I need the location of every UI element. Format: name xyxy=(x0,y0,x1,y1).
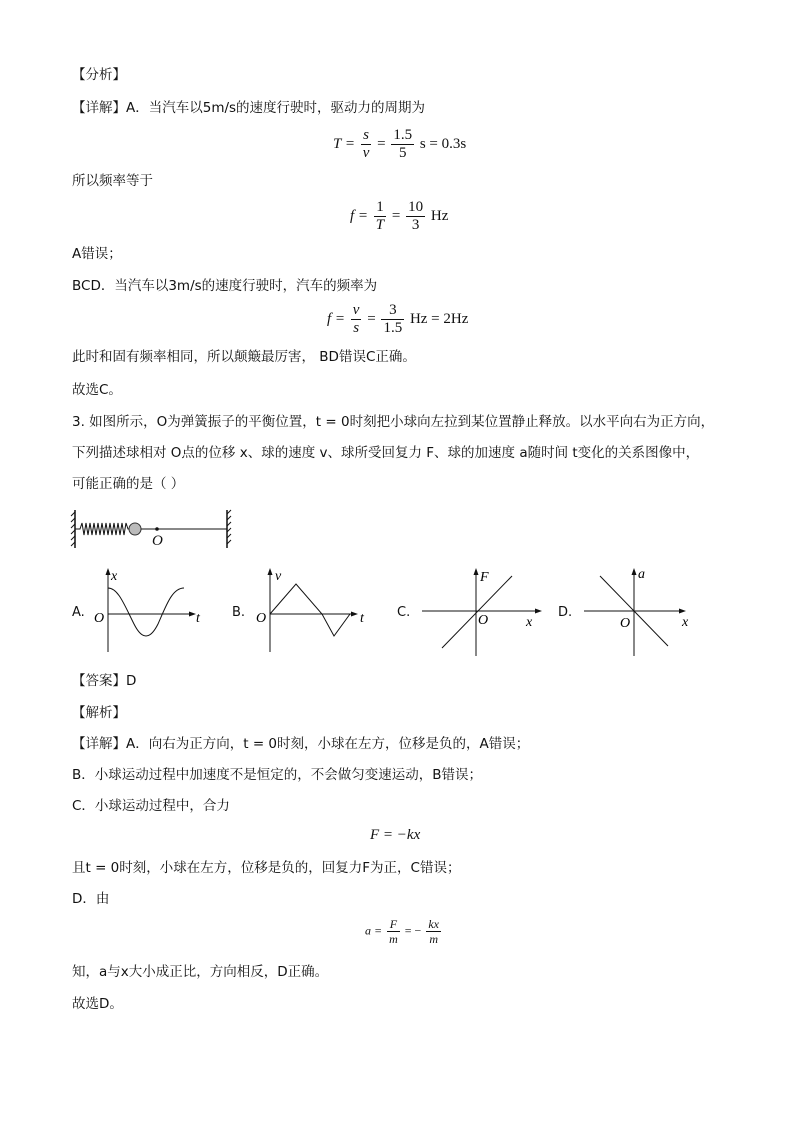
answer-line: 【答案】D xyxy=(72,673,137,689)
detail-2-d: D．由 xyxy=(72,891,110,907)
formula-T-lhs: T = xyxy=(333,135,355,152)
fraction-F-over-m: $\frac{F}{m}$ xyxy=(389,917,398,946)
option-a-graph xyxy=(92,566,212,656)
axis-label-x: x xyxy=(111,569,118,584)
detail-2-d-2: 知，a与x大小成正比，方向相反，D正确。 xyxy=(72,964,329,980)
analysis-2-header: 【解析】 xyxy=(72,705,126,721)
detail-2-b: B．小球运动过程中加速度不是恒定的，不会做匀变速运动，B错误； xyxy=(72,767,483,783)
origin-label: O xyxy=(94,611,105,626)
choose-c-line: 故选C。 xyxy=(72,382,122,398)
detail-2-c-2: 且t = 0时刻，小球在左方，位移是负的，回复力F为正，C错误； xyxy=(72,860,461,876)
option-a-letter: A. xyxy=(72,605,85,620)
fraction-3-over-1.5: $\frac{3}{1.5}$ xyxy=(383,302,403,336)
equilibrium-point xyxy=(155,527,159,531)
fraction-1-over-T: $\frac{1}{T}$ xyxy=(375,199,385,233)
origin-label: O xyxy=(256,611,267,626)
axis-label-v: v xyxy=(275,569,282,584)
fraction-1.5-over-5: $\frac{1.5}{5}$ xyxy=(393,127,413,161)
formula-period: T = $\frac{s}{v}$ = $\frac{1.5}{5}$ s = 0.3s xyxy=(333,127,467,161)
formula-restoring-force: F = −kx xyxy=(370,827,421,843)
origin-label: O xyxy=(620,616,631,631)
origin-label: O xyxy=(478,613,489,628)
axis-label-t: t xyxy=(196,611,200,626)
question-3-line-2: 下列描述球相对 O点的位移 x、球的速度 v、球所受回复力 F、球的加速度 a随时间 t变化的关系图像中， xyxy=(72,445,700,461)
line-positive-slope xyxy=(442,576,512,648)
formula-frequency-2: f = $\frac{v}{s}$ = $\frac{3}{1.5}$ Hz = 2Hz xyxy=(327,302,469,336)
question-3-line-1: 3. 如图所示，O为弹簧振子的平衡位置，t = 0时刻把小球向左拉到某位置静止释放。以水平向右为正方向， xyxy=(72,414,715,430)
fraction-s-over-v: $\frac{s}{v}$ xyxy=(362,127,370,161)
formula-frequency-1: f = $\frac{1}{T}$ = $\frac{10}{3}$ Hz xyxy=(350,199,449,233)
detail-a-text: 【详解】A．当汽车以5m/s的速度行驶时，驱动力的周期为 xyxy=(72,100,426,116)
option-d-letter: D. xyxy=(558,605,573,620)
axis-label-x: x xyxy=(682,615,689,630)
freq-line: 所以频率等于 xyxy=(72,173,153,189)
question-3-line-3: 可能正确的是（ ） xyxy=(72,476,185,492)
triangle-wave xyxy=(270,584,350,636)
axis-label-a: a xyxy=(638,567,645,582)
cosine-curve xyxy=(108,588,184,636)
spring-label-O: O xyxy=(152,533,163,549)
a-wrong-line: A错误； xyxy=(72,246,122,262)
option-c-graph xyxy=(418,566,548,658)
axis-label-t: t xyxy=(360,611,364,626)
option-c-letter: C. xyxy=(397,605,411,620)
analysis-header: 【分析】 xyxy=(72,67,126,83)
fraction-kx-over-m: $\frac{kx}{m}$ xyxy=(428,917,439,946)
formula-acceleration: a = $\frac{F}{m}$ = − $\frac{kx}{m}$ xyxy=(365,917,439,946)
conclusion-line: 此时和固有频率相同，所以颠簸最厉害， BD错误C正确。 xyxy=(72,349,416,365)
fraction-10-over-3: $\frac{10}{3}$ xyxy=(408,199,424,233)
spring xyxy=(75,523,130,535)
ball xyxy=(129,523,141,535)
bcd-line: BCD．当汽车以3m/s的速度行驶时，汽车的频率为 xyxy=(72,278,378,294)
detail-2-a: 【详解】A．向右为正方向，t = 0时刻，小球在左方，位移是负的，A错误； xyxy=(72,736,530,752)
choose-d-line: 故选D。 xyxy=(72,996,123,1012)
fraction-v-over-s: $\frac{v}{s}$ xyxy=(352,302,360,336)
detail-2-c: C．小球运动过程中，合力 xyxy=(72,798,230,814)
option-b-graph xyxy=(254,566,374,656)
option-d-graph xyxy=(580,566,695,658)
option-b-letter: B. xyxy=(232,605,246,620)
axis-label-x: x xyxy=(526,615,533,630)
axis-label-F: F xyxy=(480,570,489,585)
